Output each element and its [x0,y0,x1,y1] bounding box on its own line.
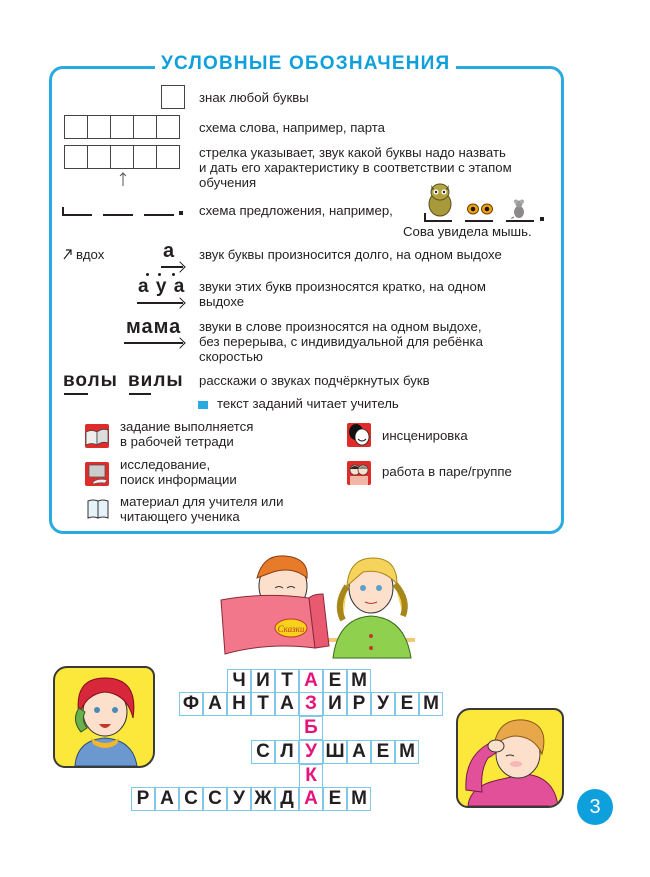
long-vowel-arrow [161,266,183,268]
word-scheme [64,115,180,139]
crossword-cell: М [419,692,443,716]
page-number: 3 [577,789,613,825]
mouse-icon [511,199,527,219]
crossword-cell: М [347,787,371,811]
long-vowel-letter: а [163,240,176,262]
legend-text-word-scheme: схема слова, например, парта [199,120,385,135]
crossword-cell: Р [131,787,155,811]
short-vowels-arrow [137,302,183,304]
underlined-word-voly: волы [63,370,118,391]
legend-text-long-vowel: звук буквы произносится долго, на одном выдохе [199,247,502,262]
legend-title: УСЛОВНЫЕ ОБОЗНАЧЕНИЯ [155,50,456,78]
crossword-key-cell: У [299,740,323,764]
legend-text-arrow-line3: обучения [199,175,257,190]
crossword-cell: С [203,787,227,811]
breath-word-arrow [124,342,183,344]
single-letter-box [161,85,185,109]
icon-text-workbook-line1: задание выполняется [120,419,254,434]
open-book-icon [85,424,109,448]
icon-text-workbook-line2: в рабочей тетради [120,434,234,449]
pair-work-icon [347,461,371,485]
crossword-key-cell: З [299,692,323,716]
crossword-cell: Т [251,692,275,716]
icon-text-teacher-line1: материал для учителя или [120,494,284,509]
crossword-cell: А [203,692,227,716]
crossword-cell: Ф [179,692,203,716]
example-word-line [465,220,493,222]
legend-text-short-line2: выдохе [199,294,245,309]
up-arrow-icon [119,172,127,186]
crossword-cell: Р [347,692,371,716]
legend-text-arrow-line2: и дать его характеристику в соответствии с этапом [199,160,512,175]
computer-icon [85,462,109,486]
legend-text-breath-line2: без перерыва, с индивидуальной для ребёнка [199,334,483,349]
teacher-book-icon [86,498,110,520]
crossword-cell: Е [371,740,395,764]
underline-mark [64,393,88,395]
legend-text-underlined: расскажи о звуках подчёркнутых букв [199,373,430,388]
crossword-cell: Е [323,787,347,811]
legend-text-breath-line3: скоростью [199,349,263,364]
legend-text-breath-line1: звуки в слове произносятся на одном выдохе, [199,319,482,334]
sentence-word-line [144,214,174,216]
crossword-cell: И [251,669,275,693]
crossword-cell: Н [227,692,251,716]
crossword-key-cell: А [299,669,323,693]
icon-text-research-line1: исследование, [120,457,211,472]
crossword-cell: И [323,692,347,716]
crossword-key-cell: А [299,787,323,811]
blue-square-icon [198,401,208,409]
book-title-label: Сказки [277,624,305,634]
crossword-cell: Е [395,692,419,716]
crossword-cell: А [275,692,299,716]
crossword-cell: Ж [251,787,275,811]
crossword-cell: М [395,740,419,764]
crossword-key-cell: К [299,764,323,788]
crossword-cell: Т [275,669,299,693]
example-word-line [506,220,534,222]
legend-text-sentence: схема предложения, например, [199,203,393,218]
inhale-arrow-icon [63,247,73,259]
children-reading-illustration [213,548,423,660]
crossword-cell: С [251,740,275,764]
example-word-line [424,220,452,222]
crossword-cell: А [347,740,371,764]
inhale-label: вдох [76,247,105,262]
legend-text-short-line1: звуки этих букв произносятся кратко, на одном [199,279,486,294]
example-sentence: Сова увидела мышь. [403,224,532,239]
sentence-word-line [62,214,92,216]
underline-mark [129,393,151,395]
crossword-cell: С [179,787,203,811]
crossword-cell: Ч [227,669,251,693]
short-vowels-letters: а у а [138,276,186,297]
eyes-icon [467,202,493,214]
crossword-cell: У [227,787,251,811]
word-scheme-with-arrow [64,145,180,169]
icon-text-pair-work: работа в паре/группе [382,464,512,479]
sentence-period [179,211,183,215]
crossword-cell: Е [323,669,347,693]
icon-text-teacher-line2: читающего ученика [120,509,240,524]
icon-text-research-line2: поиск информации [120,472,237,487]
crossword-cell: Д [275,787,299,811]
legend-text-any-letter: знак любой буквы [199,90,309,105]
crossword-cell: А [155,787,179,811]
girl-phone-illustration [53,666,155,768]
icon-text-staging: инсценировка [382,428,468,443]
crossword-cell: Ш [323,740,347,764]
thinking-boy-illustration [456,708,564,808]
breath-word: мама [126,316,182,338]
crossword-key-cell: Б [299,716,323,740]
example-period [540,217,544,221]
sentence-word-line [103,214,133,216]
legend-text-arrow-line1: стрелка указывает, звук какой буквы надо назвать [199,145,506,160]
crossword-cell: Л [275,740,299,764]
crossword-cell: М [347,669,371,693]
underlined-word-vily: вилы [128,370,184,391]
legend-text-teacher-reads: текст заданий читает учитель [217,396,399,411]
owl-icon [426,182,454,218]
crossword-cell: У [371,692,395,716]
theatre-masks-icon [347,423,371,447]
